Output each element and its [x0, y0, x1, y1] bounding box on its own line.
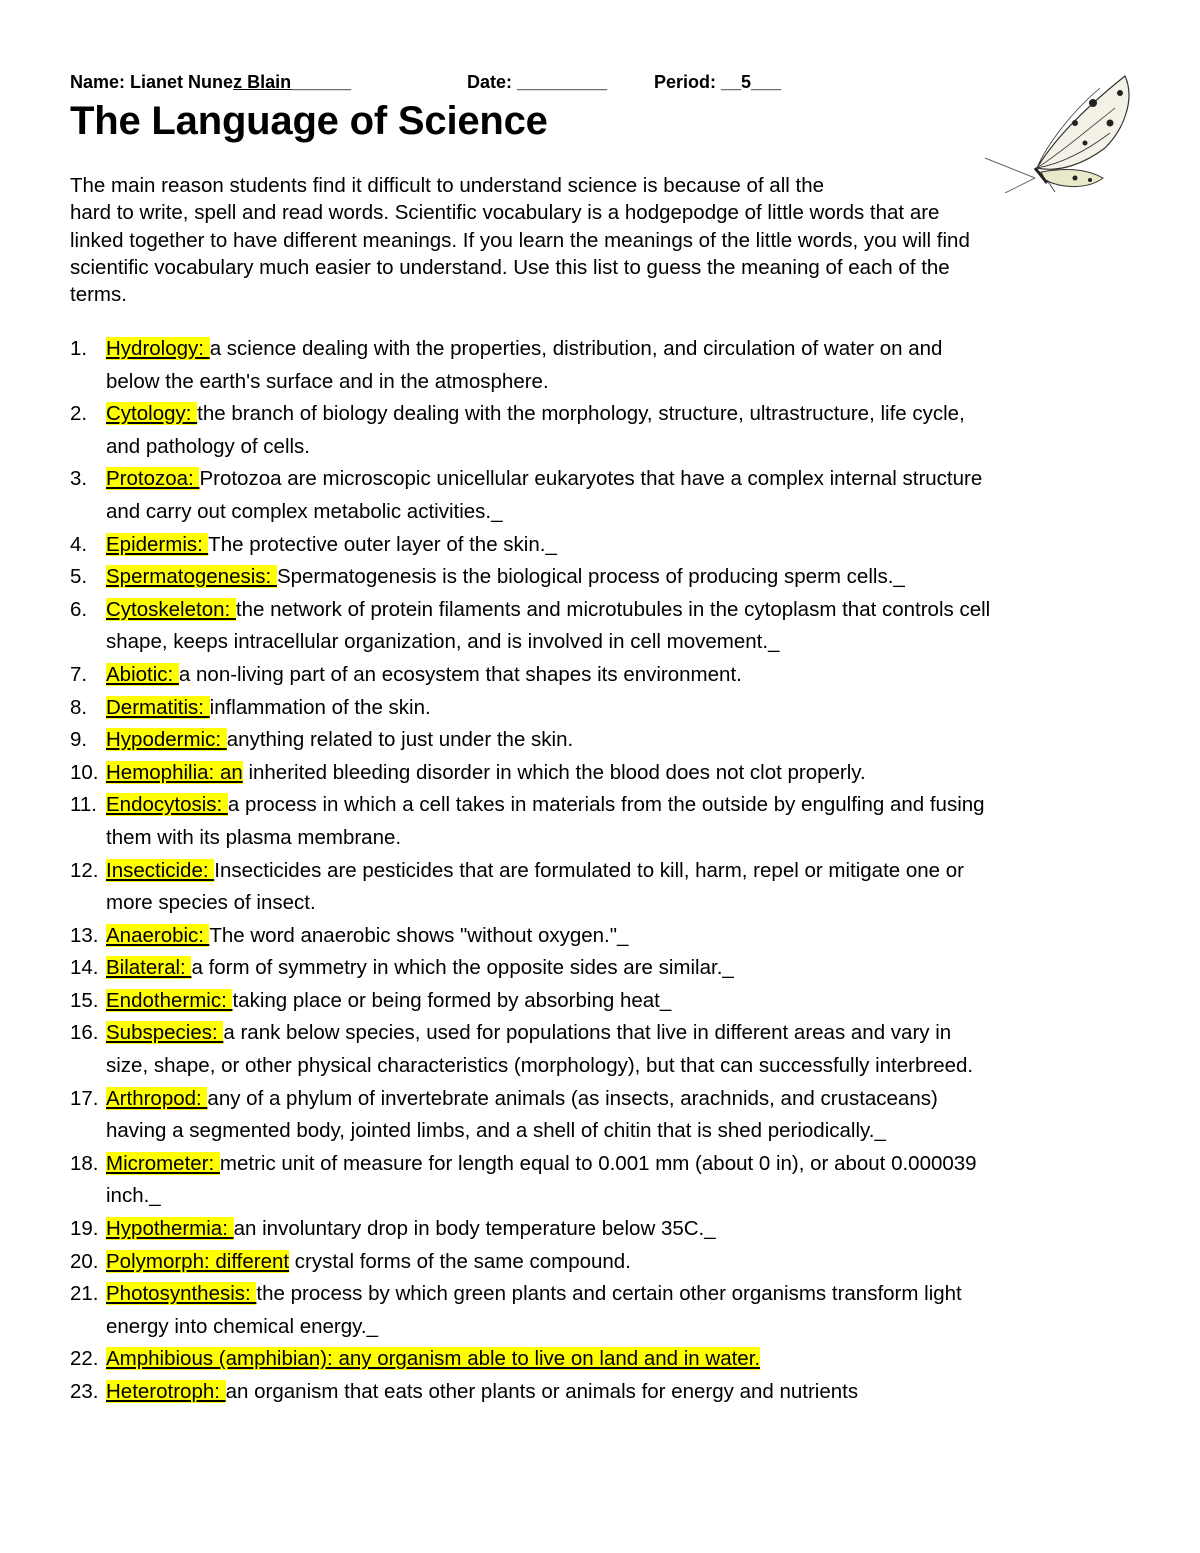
- list-item: [70, 529, 1140, 562]
- vocab-term: Insecticide:: [106, 858, 215, 882]
- name-label: Name:: [70, 72, 126, 92]
- vocab-term: Anaerobic:: [106, 923, 210, 947]
- vocab-term: Arthropod:: [106, 1086, 208, 1110]
- list-item: [70, 1148, 1140, 1213]
- vocab-term: Hypothermia:: [106, 1217, 234, 1241]
- list-item: [70, 724, 1140, 757]
- vocab-definition: having a segmented body, jointed limbs, and a shell of chitin that is shed periodically._: [106, 1119, 886, 1143]
- date-label: Date:: [467, 72, 513, 92]
- item-number: 11.: [70, 793, 97, 817]
- vocab-definition: crystal forms of the same compound.: [289, 1249, 631, 1273]
- list-item: [70, 1343, 1140, 1376]
- list-item: [70, 1376, 1140, 1409]
- item-number: 23.: [70, 1380, 99, 1403]
- vocab-definition: the branch of biology dealing with the morphology, structure, ultrastructure, life cycle,: [197, 402, 965, 426]
- list-item: [70, 789, 1140, 854]
- vocab-definition: below the earth's surface and in the atmosphere.: [106, 369, 549, 393]
- vocab-term: Photosynthesis:: [106, 1282, 257, 1306]
- vocab-definition: a process in which a cell takes in materials from the outside by engulfing and fusing: [227, 793, 985, 817]
- list-item: [70, 985, 1140, 1018]
- item-number: 2.: [70, 402, 88, 426]
- vocab-definition: inflammation of the skin.: [209, 695, 431, 719]
- vocab-term: Cytology:: [106, 402, 198, 426]
- vocab-definition: metric unit of measure for length equal to 0.001 mm (about 0 in), or about 0.000039: [219, 1151, 977, 1175]
- vocab-definition: taking place or being formed by absorbing heat_: [232, 988, 672, 1012]
- vocab-definition: the process by which green plants and certain other organisms transform light: [256, 1282, 962, 1306]
- vocab-definition: a rank below species, used for populations that live in different areas and vary in: [223, 1021, 952, 1045]
- list-item: [70, 463, 1140, 528]
- item-number: 8.: [70, 695, 88, 719]
- vocab-definition: shape, keeps intracellular organization, and is involved in cell movement._: [106, 630, 780, 654]
- list-item: [70, 855, 1140, 920]
- vocab-definition: them with its plasma membrane.: [106, 825, 402, 849]
- vocab-definition: The word anaerobic shows "without oxygen."_: [209, 923, 629, 947]
- vocab-definition: an organism that eats other plants or animals for energy and nutrients: [225, 1380, 859, 1403]
- intro-paragraph: [70, 172, 1130, 308]
- page-title: The Language of Science: [70, 99, 548, 143]
- vocab-definition: a science dealing with the properties, distribution, and circulation of water on and: [209, 337, 943, 360]
- vocab-definition: size, shape, or other physical characteristics (morphology), but that can successfully interbreed.: [106, 1054, 974, 1078]
- list-item: [70, 757, 1140, 790]
- list-item: [70, 1213, 1140, 1246]
- vocab-term: Subspecies:: [106, 1021, 224, 1045]
- vocab-definition: the network of protein filaments and microtubules in the cytoplasm that controls cell: [235, 597, 991, 621]
- list-item: [70, 1278, 1140, 1343]
- vocab-definition: any of a phylum of invertebrate animals (as insects, arachnids, and crustaceans): [207, 1086, 938, 1110]
- vocab-definition: an involuntary drop in body temperature below 35C._: [233, 1217, 716, 1241]
- vocab-definition: and pathology of cells.: [106, 434, 310, 458]
- vocab-term: Endothermic:: [106, 988, 233, 1012]
- vocab-term: Hemophilia: an: [106, 760, 243, 784]
- intro-line: scientific vocabulary much easier to understand. Use this list to guess the meaning of each of the: [70, 255, 950, 279]
- intro-line: linked together to have different meanings. If you learn the meanings of the little words, you will find: [70, 228, 970, 252]
- vocab-definition: energy into chemical energy._: [106, 1314, 378, 1338]
- vocab-definition: anything related to just under the skin.: [226, 728, 574, 752]
- item-number: 9.: [70, 728, 88, 752]
- list-item: [70, 1017, 1140, 1082]
- item-number: 15.: [70, 988, 99, 1012]
- item-number: 17.: [70, 1086, 99, 1110]
- vocab-term: Heterotroph:: [106, 1380, 226, 1403]
- list-item: [70, 692, 1140, 725]
- vocab-definition: Protozoa are microscopic unicellular eukaryotes that have a complex internal structure: [199, 467, 983, 491]
- vocab-term: Protozoa:: [106, 467, 200, 491]
- vocab-term: Dermatitis:: [106, 695, 210, 719]
- list-item: [70, 659, 1140, 692]
- vocab-definition: Spermatogenesis is the biological process of producing sperm cells._: [276, 565, 905, 589]
- item-number: 22.: [70, 1347, 99, 1371]
- item-number: 4.: [70, 532, 88, 556]
- item-number: 10.: [70, 760, 99, 784]
- item-number: 7.: [70, 662, 88, 686]
- vocab-term: Spermatogenesis:: [106, 565, 277, 589]
- item-number: 20.: [70, 1249, 99, 1273]
- vocab-term: Amphibious (amphibian): any organism able to live on land and in water.: [106, 1347, 761, 1371]
- item-number: 1.: [70, 337, 88, 360]
- list-item: [70, 1083, 1140, 1148]
- item-number: 6.: [70, 597, 88, 621]
- item-number: 18.: [70, 1151, 99, 1175]
- list-item: [70, 594, 1140, 659]
- item-number: 19.: [70, 1217, 99, 1241]
- name-field: [70, 72, 351, 93]
- item-number: 13.: [70, 923, 99, 947]
- vocab-term: Polymorph: different: [106, 1249, 290, 1273]
- vocab-definition: inch._: [106, 1184, 161, 1208]
- intro-line: terms.: [70, 283, 127, 307]
- intro-line: hard to write, spell and read words. Scientific vocabulary is a hodgepodge of little words that are: [70, 201, 940, 225]
- name-blank: ______: [291, 72, 352, 92]
- list-item: [70, 1246, 1140, 1279]
- vocab-definition: a non-living part of an ecosystem that shapes its environment.: [178, 662, 742, 686]
- name-value-underlined: z Blain: [233, 72, 292, 92]
- item-number: 14.: [70, 956, 99, 980]
- period-label: Period:: [654, 72, 717, 92]
- list-item: [70, 561, 1140, 594]
- list-item: [70, 952, 1140, 985]
- period-value: __5___: [721, 72, 782, 92]
- vocab-definition: Insecticides are pesticides that are formulated to kill, harm, repel or mitigate one or: [214, 858, 964, 882]
- date-blank: _________: [517, 72, 608, 92]
- vocab-definition: more species of insect.: [106, 891, 316, 915]
- item-number: 21.: [70, 1282, 99, 1306]
- vocab-definition: The protective outer layer of the skin._: [208, 532, 557, 556]
- intro-line: The main reason students find it difficult to understand science is because of all the: [70, 174, 825, 197]
- item-number: 5.: [70, 565, 88, 589]
- item-number: 16.: [70, 1021, 99, 1045]
- list-item: [70, 920, 1140, 953]
- date-field: [467, 72, 607, 93]
- vocab-definition: and carry out complex metabolic activities._: [106, 499, 503, 523]
- item-number: 12.: [70, 858, 99, 882]
- name-value: Lianet Nune: [130, 72, 234, 92]
- vocab-definition: inherited bleeding disorder in which the blood does not clot properly.: [242, 760, 866, 784]
- vocab-term: Micrometer:: [106, 1151, 220, 1175]
- vocab-term: Epidermis:: [106, 532, 209, 556]
- list-item: [70, 398, 1140, 463]
- vocab-term: Hypodermic:: [106, 728, 227, 752]
- vocab-term: Endocytosis:: [106, 793, 228, 817]
- vocab-term: Bilateral:: [106, 956, 192, 980]
- period-field: [654, 72, 781, 93]
- item-number: 3.: [70, 467, 88, 491]
- vocab-term: Hydrology:: [106, 337, 210, 360]
- vocab-definition: a form of symmetry in which the opposite sides are similar._: [191, 956, 734, 980]
- vocab-term: Abiotic:: [106, 662, 179, 686]
- vocabulary-list: [70, 333, 1140, 1409]
- list-item: [70, 333, 1140, 398]
- vocab-term: Cytoskeleton:: [106, 597, 236, 621]
